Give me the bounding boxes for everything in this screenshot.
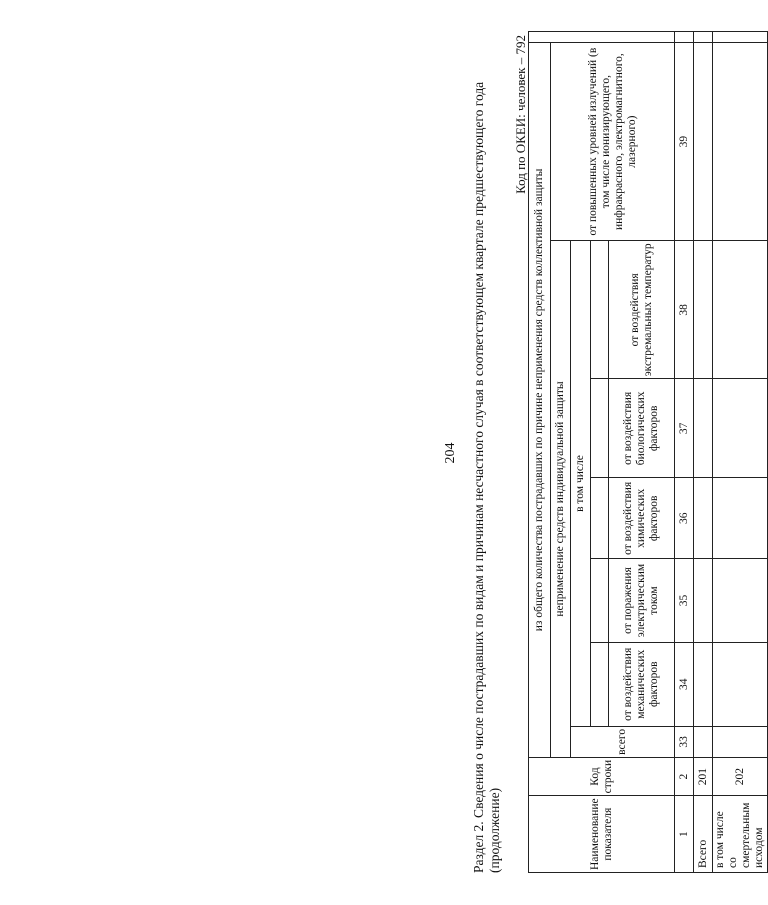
value-cell <box>713 726 768 757</box>
header-name: Наименование показателя <box>529 796 675 873</box>
page-number: 204 <box>443 442 458 464</box>
value-cell <box>713 32 768 43</box>
header-empty-cell <box>591 642 609 726</box>
row-label: в том числе со смертельным исходом <box>713 796 768 873</box>
value-cell <box>694 726 713 757</box>
table-row <box>694 32 713 873</box>
header-col-37: от воздействия биологических факторов <box>609 379 675 478</box>
column-number-row <box>675 32 694 873</box>
value-cell <box>694 43 713 241</box>
value-cell <box>713 642 768 726</box>
col-number: 36 <box>675 478 694 559</box>
header-group-sub: неприменение средств индивидуальной защиты <box>551 241 571 758</box>
header-col-36: от воздействия химических факторов <box>609 478 675 559</box>
value-cell <box>713 478 768 559</box>
row-code: 201 <box>694 757 713 796</box>
row-code: 202 <box>713 757 768 796</box>
value-cell <box>713 241 768 379</box>
col-number: 34 <box>675 642 694 726</box>
header-spare-column <box>529 32 675 43</box>
col-number: 35 <box>675 559 694 642</box>
value-cell <box>694 642 713 726</box>
value-cell <box>713 559 768 642</box>
col-number: 2 <box>675 757 694 796</box>
value-cell <box>694 241 713 379</box>
value-cell <box>694 559 713 642</box>
header-code: Код строки <box>529 757 675 796</box>
header-col-39: от повышенных уровней излучений (в том числе ионизирующего, инфракрасного, электромагнитного, лазерного) <box>551 43 675 241</box>
value-cell <box>694 478 713 559</box>
header-empty-cell <box>591 559 609 642</box>
col-number: 39 <box>675 43 694 241</box>
header-empty-cell <box>591 478 609 559</box>
col-number: 1 <box>675 796 694 873</box>
header-empty-cell <box>591 379 609 478</box>
row-label: Всего <box>694 796 713 873</box>
value-cell <box>694 379 713 478</box>
header-col-38: от воздействия экстремальных температур <box>609 241 675 379</box>
col-number: 38 <box>675 241 694 379</box>
okei-unit-code: Код по ОКЕИ: человек – 792 <box>513 35 528 194</box>
value-cell <box>713 43 768 241</box>
col-number-empty <box>675 32 694 43</box>
header-empty-cell <box>591 241 609 379</box>
header-col-35: от поражения электрическим током <box>609 559 675 642</box>
header-group-incl: в том числе <box>571 241 591 727</box>
header-col-34: от воздействия механических факторов <box>609 642 675 726</box>
header-col-total: всего <box>571 726 675 757</box>
section-heading: Раздел 2. Сведения о числе пострадавших по видам и причинам несчастного случая в соответствующем квартале предшествующего года (продолжение) <box>471 81 502 873</box>
data-table <box>528 31 768 873</box>
col-number: 33 <box>675 726 694 757</box>
value-cell <box>694 32 713 43</box>
table-row <box>713 32 768 873</box>
col-number: 37 <box>675 379 694 478</box>
value-cell <box>713 379 768 478</box>
rotated-content <box>45 23 765 883</box>
header-group-main: из общего количества пострадавших по причине неприменения средств коллективной защиты <box>529 43 551 758</box>
